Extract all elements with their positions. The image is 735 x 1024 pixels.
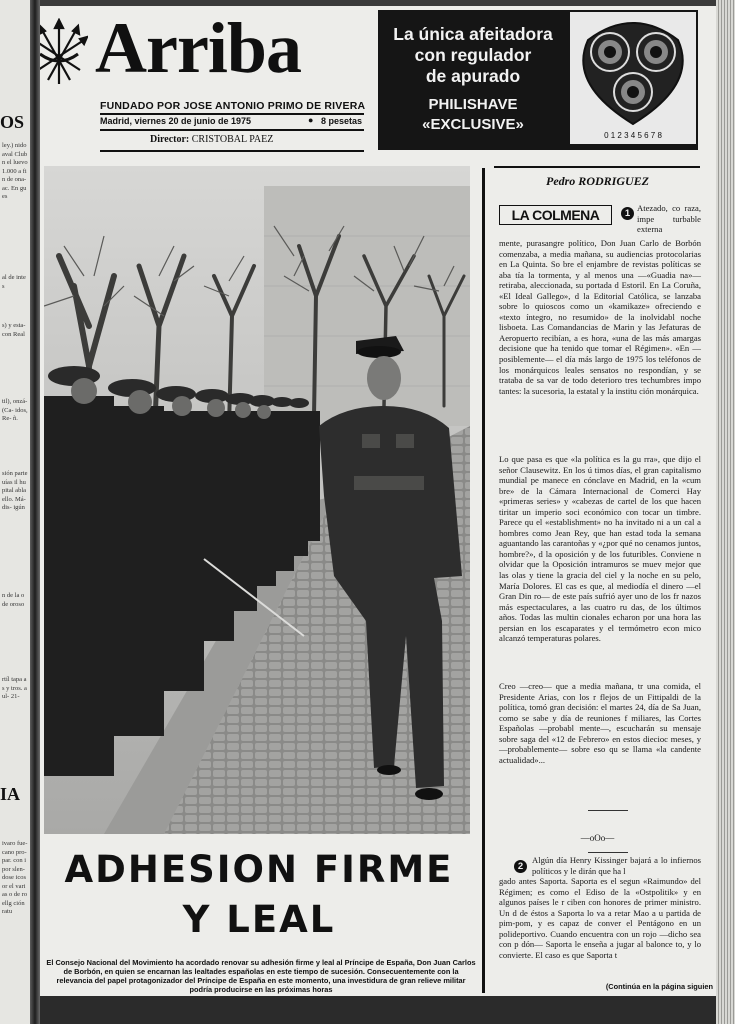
previous-page-text-fragment: s) y esta- con Real — [2, 322, 26, 338]
ad-text-line: de apurado — [425, 66, 521, 86]
continued-note: (Continúa en la página siguien — [605, 982, 713, 991]
ad-brand-model: «EXCLUSIVE» — [422, 116, 524, 133]
section-separator-mark: —oOo— — [580, 833, 615, 843]
main-headline-line-2: Y LEAL — [182, 898, 336, 941]
ad-dial-numbers: 0 1 2 3 4 5 6 7 8 — [604, 131, 662, 140]
scan-bottom-border — [40, 996, 716, 1024]
column-paragraph-4: gado antes Saporta. Saporta es el segun «Raimundo» del Régimen; es como el Ediso de la «Ostpolitik» y en algunos países le r ciben con honores de primer ministro. Un d de éstos a Saporta lo va a retar Mao a u partida de pim-pom, y es capaz de conver el Pentágono en un polideportivo. Cuando encuentra con un rojo —dicho sea con p dón— Saporta le enseña a jugar al balonce to, y lo convierte. El caso es que Saporta t — [499, 876, 701, 960]
newspaper-subtitle: FUNDADO POR JOSE ANTONIO PRIMO DE RIVERA — [100, 100, 366, 112]
shaver-head-illustration — [570, 12, 696, 144]
column-top-rule — [494, 166, 700, 168]
news-photograph-military-review — [44, 166, 470, 834]
director-label: Director: — [150, 134, 190, 145]
previous-page-text-fragment: rtíl tapa as y tros. a ul- 21- — [2, 676, 27, 700]
yoke-and-arrows-emblem — [40, 18, 88, 88]
column-paragraph-3: Creo —creo— que a media mañana, tr una comida, el Presidente Arias, con los r flejos de un Fittipaldi de la política, tomó gran decisión: el martes 24, día de Sa Juan, como se sabe y día de reuniones f miliares, las Cortes Españolas —probabl mente—, escucharán su mensaje sobre saga del «12 de Febrero» en estos diecioc meses, y —probablemente— sobre eso qu se llama «la candente actualidad»... — [499, 681, 701, 765]
column-byline: Pedro RODRIGUEZ — [545, 174, 649, 188]
photo-caption: El Consejo Nacional del Movimiento ha acordado renovar su adhesión firme y leal al Príncipe de España, Don Juan Carlos de Borbón, en quien se encarnan las lealtades españolas en este tiempo de sucesión. Consecuentemente con la relevancia del papel protagonizador del Príncipe de España en este momento, una investidura de gran relieve militar podría producirse en las próximas horas — [46, 958, 476, 994]
previous-page-heading-fragment: OS — [0, 112, 25, 132]
section-separator-line — [588, 810, 628, 811]
director-name: CRISTOBAL PAEZ — [191, 134, 274, 145]
column-paragraph-1: mente, purasangre político, Don Juan Carlo de Borbón comenzaba, a media mañana, su audiencias protocolarias en La Quinta. So bre el enjambre de revistas políticas se aba tía la tormenta, y al menos una —«Guadia na»— retiraba, aleccionada, su portada d Estoril. En La Coruña, «El Ideal Gallego», d la Editorial Católica, se lanzaba sobre lo quioscos como un «kamikaze» ofreciendo e «texto íntegro, no resumido» de la inolvidabl noche lisboeta. Las Comandancias de Marin y las Jefaturas de Aeropuerto recibían, a es hora, «una de las más amargas decisione que ha tenido que tomar el Régimen». «En —posiblemente— el día más largo de 1975 los teléfonos de los monárquicos leales sensatos no respondían, y se trataba de sa var de todo deterioro tres techumbres impo tantes: la sucesoria, la estatal y la institu ción monárquica. — [499, 238, 701, 396]
philishave-advertisement — [378, 10, 698, 150]
director-line — [150, 134, 273, 145]
paragraph-marker-2: 2 — [514, 860, 527, 873]
previous-page-text-fragment: ley.) nido aval Club n el luevo 1.000 a fin de ona- ac. En gues — [2, 142, 28, 200]
previous-page-heading-fragment: IA — [0, 784, 21, 804]
previous-page-text-fragment: ivaro fue- cano pro- par. con i por slen- dose icos or el varias o de ro ellg ción ratu — [2, 840, 28, 915]
column-paragraph-4-lead: Algún día Henry Kissinger bajará a lo infiernos políticos y le dirán que ha l — [532, 855, 701, 876]
column-section-logo: LA COLMENA — [499, 205, 612, 225]
newspaper-title: Arriba — [95, 8, 301, 88]
book-gutter — [30, 0, 40, 1024]
previous-page-text-fragment: al de intes — [2, 274, 26, 290]
ad-text-line: con regulador — [414, 45, 532, 65]
column-paragraph-1-lead: Atezado, co raza, impe turbable externa — [637, 203, 701, 235]
main-headline-line-1: ADHESION FIRME — [64, 848, 454, 891]
section-separator-line — [588, 852, 628, 853]
dateline-separator: ● — [308, 115, 314, 125]
masthead-rule — [100, 113, 364, 115]
previous-page-strip — [0, 0, 30, 1024]
column-paragraph-2: Lo que pasa es que «la política es la gu rra», que dijo el señor Clausewitz. En los ú timos días, el gran capitalismo mundial pe manece en cónclave en Madrid, en la «cum bre» de la Cámara Internacional de Comerci Hay «primeras series» y «cabezas de cartel de los que hacen tiritar un imperio soci económico con tocar un timbre. Parece qu el «establishment» no ha invitado ni a un cal a hombres como Jean Rey, que han estad toda la semana aguantando las carantoñas y «¿por qué no cenamos juntos, hombre?», d la oposición y de los futuribles. Conviene n olvidar que la Oposición intramuros se muev mejor que las olas y tiene la gracia del ciel y la noche en su pelo, María Dolores. El cas es que, al mediodía el dinero —el Gran Din ro— de este país sufrió ayer uno de los fr nazos más espectaculares, a las cuatro ru das, de los últimos años. Todas las multin cionales echaron por una hora las persian en los escaparates y el termómetro econ mico alcanzó temperaturas polares. — [499, 454, 701, 644]
ad-brand-name: PHILISHAVE — [428, 96, 518, 113]
issue-price: 8 pesetas — [320, 116, 362, 126]
issue-date: Madrid, viernes 20 de junio de 1975 — [100, 116, 252, 126]
previous-page-text-fragment: sión parte uías il hu pital abla ello. Má- dis- igún — [2, 470, 28, 511]
masthead-rule — [100, 150, 364, 152]
paragraph-marker-1: 1 — [621, 207, 634, 220]
previous-page-text-fragment: til), onzá- (Ca- idos, Re- ñ. — [2, 398, 28, 422]
previous-page-text-fragment: n de la o de oroso — [2, 592, 25, 608]
ad-text-line: La única afeitadora — [393, 24, 553, 44]
masthead-rule — [100, 129, 364, 131]
newspaper-page — [40, 6, 716, 996]
column-divider — [482, 168, 485, 993]
page-stack-edge — [716, 0, 735, 1024]
